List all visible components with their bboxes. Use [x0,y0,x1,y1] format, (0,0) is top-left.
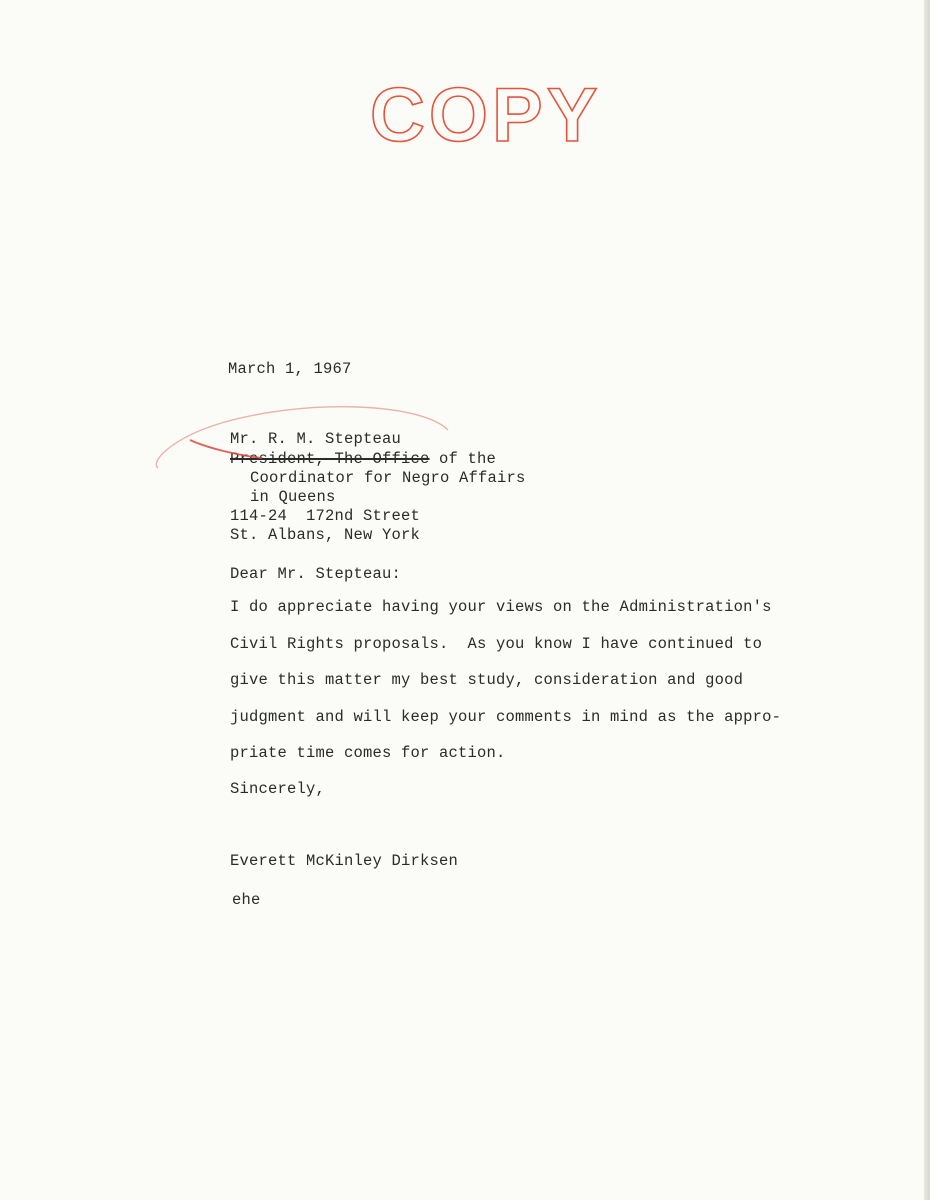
address-name: Mr. R. M. Stepteau [230,430,402,448]
address-location: in Queens [250,488,336,506]
address-title [230,450,496,468]
body-line: priate time comes for action. [230,744,506,762]
closing: Sincerely, [230,780,326,798]
typist-initials: ehe [232,891,261,909]
body-line: judgment and will keep your comments in mind as the appro- [230,708,782,726]
address-title-rest: of the [429,450,497,468]
body-line: Civil Rights proposals. As you know I have continued to [230,635,763,653]
address-city: St. Albans, New York [230,526,421,544]
paper-edge [924,0,930,1200]
body-line: give this matter my best study, consideration and good [230,671,744,689]
salutation: Dear Mr. Stepteau: [230,565,402,583]
address-organization: Coordinator for Negro Affairs [250,469,526,487]
signature-name: Everett McKinley Dirksen [230,852,459,870]
body-line: I do appreciate having your views on the Administration's [230,598,772,616]
struck-text: President, The Office [230,450,430,468]
letter-date: March 1, 1967 [228,360,352,378]
copy-stamp: COPY [370,73,602,158]
address-street: 114-24 172nd Street [230,507,421,525]
